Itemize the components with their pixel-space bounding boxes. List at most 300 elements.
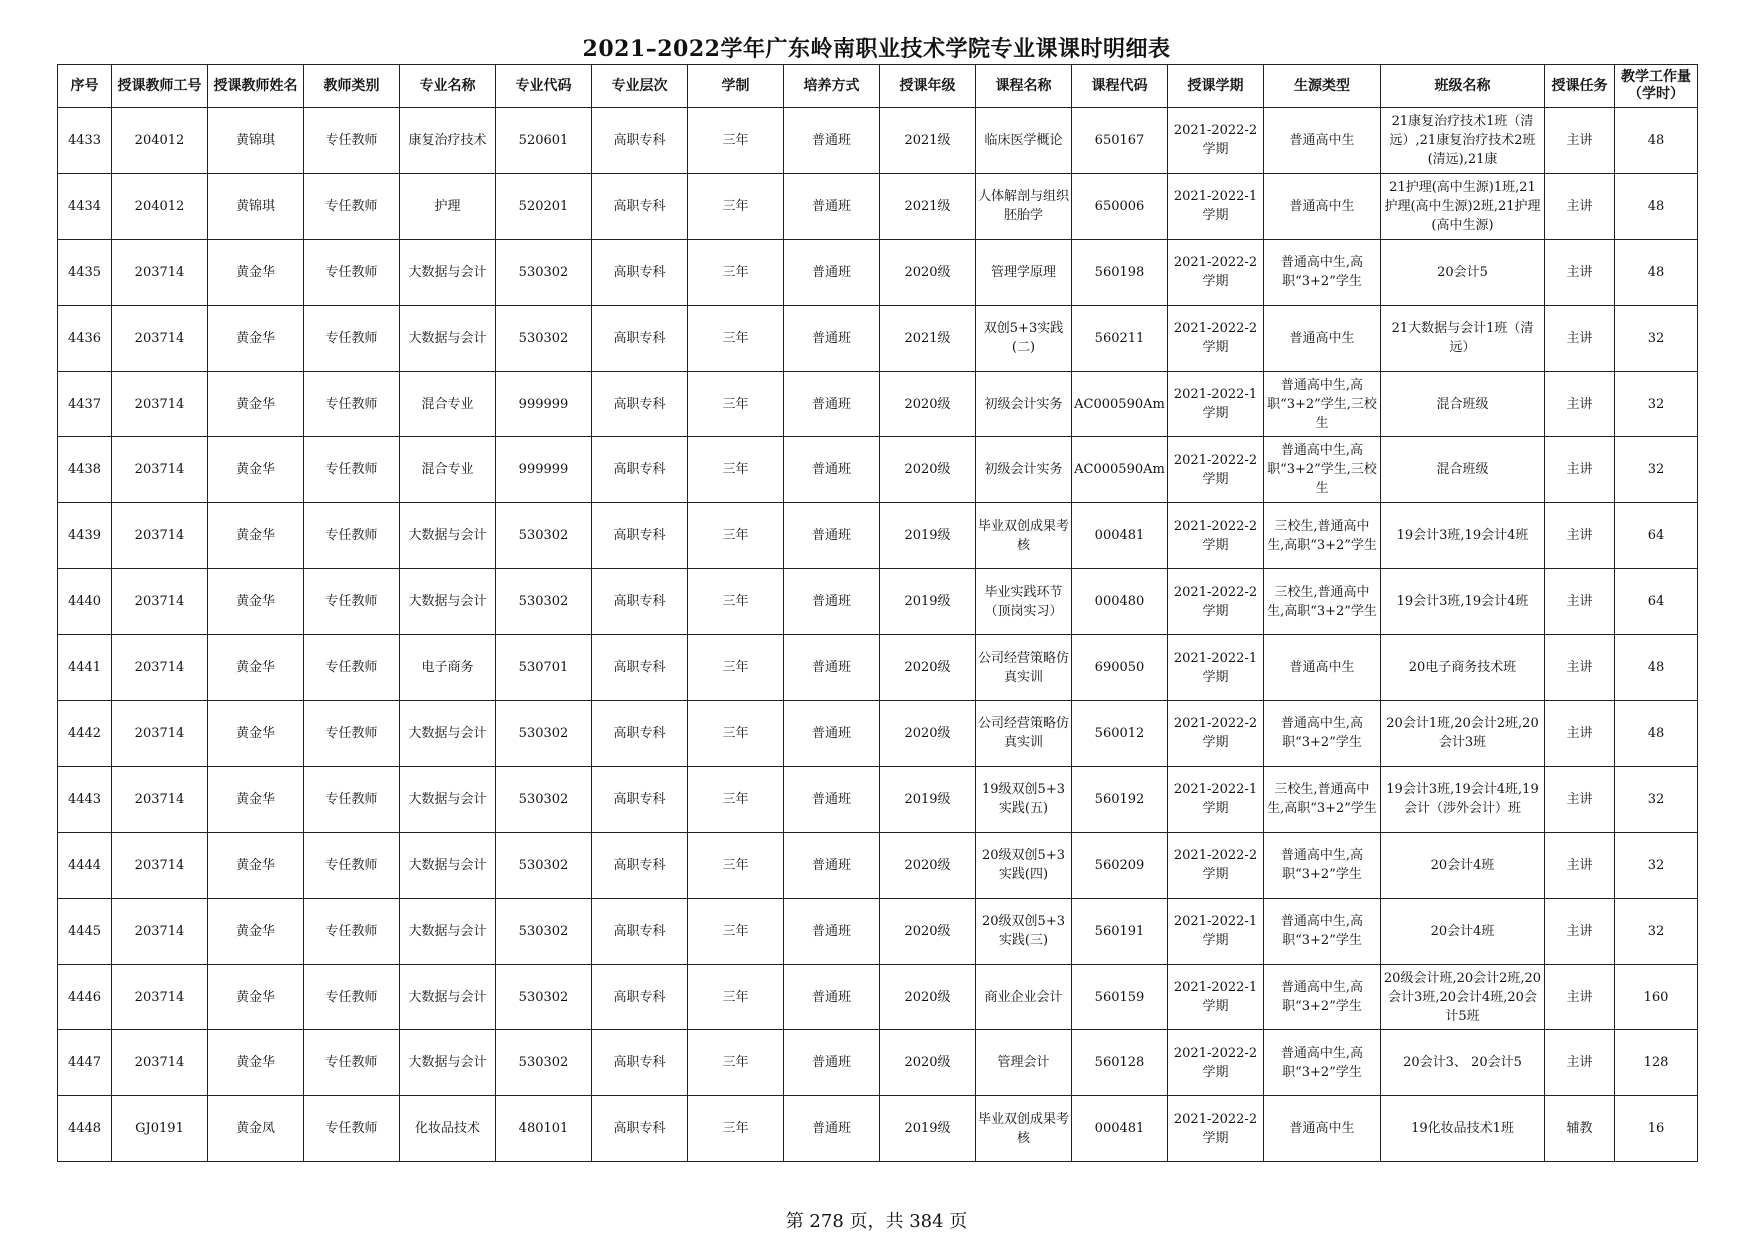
cell-text: 4448 xyxy=(67,1121,102,1137)
cell-text: 4437 xyxy=(67,396,102,412)
table-cell xyxy=(400,964,496,1030)
cell-text: 高职专科 xyxy=(613,594,666,610)
cell-text: 520201 xyxy=(518,198,569,214)
cell-text: 560198 xyxy=(1094,264,1145,280)
table-cell xyxy=(688,305,784,371)
cell-text: 专任教师 xyxy=(325,857,378,873)
table-cell xyxy=(112,305,208,371)
table-row xyxy=(58,832,1698,898)
table-cell xyxy=(1545,832,1615,898)
cell-text: 高职专科 xyxy=(613,198,666,214)
cell-text: 203714 xyxy=(134,264,185,280)
cell-text: 204012 xyxy=(134,132,185,148)
table-cell xyxy=(880,964,976,1030)
table-cell xyxy=(976,503,1072,569)
cell-text: 普通班 xyxy=(811,264,851,280)
table-cell xyxy=(592,1096,688,1162)
table-cell xyxy=(304,569,400,635)
table-row xyxy=(58,437,1698,503)
cell-text: 520601 xyxy=(518,132,569,148)
table-cell xyxy=(208,503,304,569)
cell-text: 三年 xyxy=(722,791,749,807)
cell-text: 三年 xyxy=(722,198,749,214)
table-cell xyxy=(1381,305,1545,371)
table-cell xyxy=(112,701,208,767)
cell-text: 48 xyxy=(1647,660,1665,676)
column-header: 课程名称 xyxy=(976,65,1072,108)
table-cell xyxy=(208,898,304,964)
cell-text: 毕业双创成果考核 xyxy=(978,1111,1069,1146)
cell-text: 公司经营策略仿真实训 xyxy=(978,716,1069,751)
table-cell xyxy=(58,437,112,503)
cell-text: 203714 xyxy=(134,330,185,346)
table-cell xyxy=(592,766,688,832)
table-cell xyxy=(592,173,688,239)
cell-text: 2021-2022-1学期 xyxy=(1173,650,1258,685)
cell-text: 主讲 xyxy=(1566,330,1593,346)
cell-text: 650167 xyxy=(1094,132,1145,148)
cell-text: 530302 xyxy=(518,725,569,741)
table-cell xyxy=(880,832,976,898)
table-cell xyxy=(880,701,976,767)
cell-text: 4447 xyxy=(67,1055,102,1071)
table-cell xyxy=(58,371,112,437)
cell-text: 普通高中生,高职“3+2”学生 xyxy=(1280,980,1364,1015)
column-header: 课程代码 xyxy=(1072,65,1168,108)
table-cell xyxy=(1264,305,1381,371)
cell-text: 32 xyxy=(1647,857,1665,873)
cell-text: 4434 xyxy=(67,198,102,214)
table-cell xyxy=(976,898,1072,964)
table-cell xyxy=(976,305,1072,371)
table-cell xyxy=(496,701,592,767)
cell-text: 2021级 xyxy=(904,198,951,214)
cell-text: 大数据与会计 xyxy=(408,725,487,741)
table-body xyxy=(58,108,1698,1162)
table-cell xyxy=(400,173,496,239)
table-cell xyxy=(1264,635,1381,701)
table-cell xyxy=(1264,503,1381,569)
cell-text: 黄金华 xyxy=(235,330,275,346)
table-cell xyxy=(976,239,1072,305)
table-cell xyxy=(1615,503,1698,569)
table-cell xyxy=(400,898,496,964)
table-cell xyxy=(304,239,400,305)
table-cell xyxy=(208,1030,304,1096)
cell-text: 16 xyxy=(1647,1121,1665,1137)
table-cell xyxy=(880,108,976,174)
column-header: 授课年级 xyxy=(880,65,976,108)
cell-text: 高职专科 xyxy=(613,330,666,346)
cell-text: 高职专科 xyxy=(613,660,666,676)
cell-text: 203714 xyxy=(134,462,185,478)
table-cell xyxy=(208,766,304,832)
cell-text: 主讲 xyxy=(1566,594,1593,610)
table-cell xyxy=(1545,239,1615,305)
cell-text: 普通班 xyxy=(811,725,851,741)
cell-text: 商业企业会计 xyxy=(984,989,1063,1005)
cell-text: 000480 xyxy=(1094,594,1145,610)
table-cell xyxy=(1072,239,1168,305)
cell-text: 高职专科 xyxy=(613,462,666,478)
cell-text: 2021-2022-2学期 xyxy=(1173,452,1258,487)
table-cell xyxy=(592,635,688,701)
cell-text: 4439 xyxy=(67,528,102,544)
cell-text: 主讲 xyxy=(1566,264,1593,280)
cell-text: 高职专科 xyxy=(613,1055,666,1071)
table-cell xyxy=(688,964,784,1030)
cell-text: 560128 xyxy=(1094,1055,1145,1071)
table-row xyxy=(58,108,1698,174)
table-cell xyxy=(880,569,976,635)
cell-text: 黄金华 xyxy=(235,528,275,544)
table-cell xyxy=(592,569,688,635)
table-cell xyxy=(1168,239,1264,305)
cell-text: 主讲 xyxy=(1566,528,1593,544)
table-cell xyxy=(1072,569,1168,635)
cell-text: 专任教师 xyxy=(325,264,378,280)
cell-text: 三年 xyxy=(722,1055,749,1071)
table-cell xyxy=(1615,701,1698,767)
table-cell xyxy=(1264,701,1381,767)
cell-text: 普通高中生 xyxy=(1289,132,1355,148)
table-cell xyxy=(400,635,496,701)
cell-text: 高职专科 xyxy=(613,989,666,1005)
table-cell xyxy=(1615,108,1698,174)
table-cell xyxy=(58,173,112,239)
table-cell xyxy=(1545,964,1615,1030)
table-cell xyxy=(880,437,976,503)
cell-text: 650006 xyxy=(1094,198,1145,214)
table-cell xyxy=(208,832,304,898)
table-cell xyxy=(1168,503,1264,569)
cell-text: 黄金华 xyxy=(235,594,275,610)
cell-text: 2021-2022-2学期 xyxy=(1173,518,1258,553)
cell-text: 化妆品技术 xyxy=(414,1121,480,1137)
cell-text: 专任教师 xyxy=(325,725,378,741)
table-cell xyxy=(1615,371,1698,437)
table-cell xyxy=(58,239,112,305)
table-cell xyxy=(1381,503,1545,569)
table-cell xyxy=(496,832,592,898)
table-cell xyxy=(976,832,1072,898)
table-cell xyxy=(688,173,784,239)
table-row xyxy=(58,1030,1698,1096)
table-row xyxy=(58,503,1698,569)
table-cell xyxy=(112,898,208,964)
cell-text: 普通班 xyxy=(811,396,851,412)
table-cell xyxy=(784,503,880,569)
table-cell xyxy=(496,305,592,371)
table-row xyxy=(58,898,1698,964)
column-header: 专业代码 xyxy=(496,65,592,108)
cell-text: 大数据与会计 xyxy=(408,923,487,939)
cell-text: 2019级 xyxy=(904,594,951,610)
cell-text: 专任教师 xyxy=(325,989,378,1005)
cell-text: 2020级 xyxy=(904,462,951,478)
cell-text: 560191 xyxy=(1094,923,1145,939)
table-cell xyxy=(1615,437,1698,503)
table-cell xyxy=(400,1030,496,1096)
table-cell xyxy=(304,1096,400,1162)
cell-text: 普通班 xyxy=(811,989,851,1005)
table-cell xyxy=(976,964,1072,1030)
cell-text: 690050 xyxy=(1094,660,1145,676)
table-cell xyxy=(1545,173,1615,239)
cell-text: 2020级 xyxy=(904,660,951,676)
cell-text: 专任教师 xyxy=(325,330,378,346)
cell-text: 4433 xyxy=(67,132,102,148)
table-cell xyxy=(1615,635,1698,701)
cell-text: 黄金华 xyxy=(235,923,275,939)
table-cell xyxy=(208,437,304,503)
table-cell xyxy=(1381,701,1545,767)
cell-text: 48 xyxy=(1647,198,1665,214)
cell-text: 混合班级 xyxy=(1436,462,1489,478)
cell-text: 19会计3班,19会计4班 xyxy=(1396,528,1529,544)
table-cell xyxy=(1545,371,1615,437)
table-cell xyxy=(1545,635,1615,701)
cell-text: 普通班 xyxy=(811,1055,851,1071)
table-cell xyxy=(58,635,112,701)
cell-text: 530302 xyxy=(518,594,569,610)
cell-text: 专任教师 xyxy=(325,660,378,676)
cell-text: 普通班 xyxy=(811,132,851,148)
table-cell xyxy=(304,437,400,503)
cell-text: 20会计4班 xyxy=(1430,923,1495,939)
table-cell xyxy=(1381,635,1545,701)
cell-text: 大数据与会计 xyxy=(408,330,487,346)
cell-text: 主讲 xyxy=(1566,857,1593,873)
table-cell xyxy=(976,701,1072,767)
table-cell xyxy=(400,701,496,767)
cell-text: 2021-2022-2学期 xyxy=(1173,255,1258,290)
table-cell xyxy=(400,239,496,305)
table-cell xyxy=(1545,305,1615,371)
table-cell xyxy=(976,766,1072,832)
table-cell xyxy=(1545,569,1615,635)
table-cell xyxy=(400,305,496,371)
cell-text: 三年 xyxy=(722,725,749,741)
cell-text: 203714 xyxy=(134,923,185,939)
table-cell xyxy=(784,371,880,437)
cell-text: 2021-2022-1学期 xyxy=(1173,189,1258,224)
cell-text: 203714 xyxy=(134,528,185,544)
table-cell xyxy=(304,108,400,174)
cell-text: 530302 xyxy=(518,923,569,939)
cell-text: 64 xyxy=(1647,594,1665,610)
cell-text: 三校生,普通高中生,高职“3+2”学生 xyxy=(1267,584,1377,619)
cell-text: 黄金华 xyxy=(235,462,275,478)
cell-text: AC000590Am xyxy=(1074,462,1165,478)
cell-text: 大数据与会计 xyxy=(408,857,487,873)
table-cell xyxy=(880,1030,976,1096)
table-row xyxy=(58,766,1698,832)
table-cell xyxy=(688,1030,784,1096)
table-cell xyxy=(208,964,304,1030)
table-cell xyxy=(1168,569,1264,635)
cell-text: 三年 xyxy=(722,330,749,346)
column-header: 教学工作量（学时） xyxy=(1615,65,1698,108)
table-cell xyxy=(58,1096,112,1162)
column-header: 序号 xyxy=(58,65,112,108)
table-cell xyxy=(1615,1096,1698,1162)
cell-text: 20会计3、 20会计5 xyxy=(1403,1055,1522,1071)
table-cell xyxy=(496,108,592,174)
cell-text: 560192 xyxy=(1094,791,1145,807)
table-cell xyxy=(400,437,496,503)
table-cell xyxy=(400,832,496,898)
table-cell xyxy=(1072,173,1168,239)
table-cell xyxy=(304,701,400,767)
cell-text: 高职专科 xyxy=(613,396,666,412)
table-cell xyxy=(496,898,592,964)
table-cell xyxy=(784,437,880,503)
cell-text: 高职专科 xyxy=(613,923,666,939)
cell-text: 初级会计实务 xyxy=(984,396,1063,412)
table-cell xyxy=(688,701,784,767)
table-row xyxy=(58,701,1698,767)
cell-text: 三年 xyxy=(722,396,749,412)
cell-text: 普通班 xyxy=(811,857,851,873)
table-cell xyxy=(592,964,688,1030)
table-cell xyxy=(1072,964,1168,1030)
table-cell xyxy=(496,437,592,503)
table-cell xyxy=(1545,1096,1615,1162)
cell-text: 主讲 xyxy=(1566,396,1593,412)
table-cell xyxy=(592,503,688,569)
table-cell xyxy=(1264,832,1381,898)
cell-text: 专任教师 xyxy=(325,462,378,478)
cell-text: 三年 xyxy=(722,462,749,478)
table-cell xyxy=(304,173,400,239)
table-cell xyxy=(496,964,592,1030)
table-cell xyxy=(304,305,400,371)
cell-text: 高职专科 xyxy=(613,1121,666,1137)
cell-text: 560012 xyxy=(1094,725,1145,741)
table-row xyxy=(58,305,1698,371)
table-cell xyxy=(1381,108,1545,174)
table-cell xyxy=(784,305,880,371)
table-cell xyxy=(592,108,688,174)
table-cell xyxy=(1168,701,1264,767)
cell-text: 毕业实践环节（顶岗实习） xyxy=(984,584,1063,619)
table-cell xyxy=(592,898,688,964)
table-cell xyxy=(1381,371,1545,437)
table-cell xyxy=(1072,108,1168,174)
cell-text: 主讲 xyxy=(1566,791,1593,807)
table-cell xyxy=(496,503,592,569)
table-cell xyxy=(688,1096,784,1162)
table-cell xyxy=(592,305,688,371)
table-cell xyxy=(1381,1096,1545,1162)
page-number: 第 278 页，共 384 页 xyxy=(785,1211,968,1232)
table-cell xyxy=(1072,898,1168,964)
cell-text: 64 xyxy=(1647,528,1665,544)
table-cell xyxy=(400,569,496,635)
cell-text: 主讲 xyxy=(1566,923,1593,939)
cell-text: 20电子商务技术班 xyxy=(1408,660,1517,676)
cell-text: 黄金凤 xyxy=(235,1121,275,1137)
column-header: 专业层次 xyxy=(592,65,688,108)
cell-text: 999999 xyxy=(518,396,569,412)
cell-text: 普通高中生 xyxy=(1289,1121,1355,1137)
cell-text: 32 xyxy=(1647,923,1665,939)
cell-text: 高职专科 xyxy=(613,264,666,280)
table-cell xyxy=(1264,173,1381,239)
table-cell xyxy=(1545,108,1615,174)
cell-text: 000481 xyxy=(1094,528,1145,544)
cell-text: 三年 xyxy=(722,264,749,280)
cell-text: 530302 xyxy=(518,989,569,1005)
cell-text: 2021-2022-2学期 xyxy=(1173,716,1258,751)
table-cell xyxy=(1264,437,1381,503)
cell-text: 大数据与会计 xyxy=(408,264,487,280)
cell-text: 辅教 xyxy=(1566,1121,1593,1137)
cell-text: 临床医学概论 xyxy=(984,132,1063,148)
table-cell xyxy=(58,832,112,898)
table-cell xyxy=(1545,766,1615,832)
cell-text: 203714 xyxy=(134,725,185,741)
table-cell xyxy=(58,701,112,767)
cell-text: 2020级 xyxy=(904,725,951,741)
table-cell xyxy=(112,766,208,832)
table-cell xyxy=(1545,701,1615,767)
course-hours-table xyxy=(57,64,1698,1162)
cell-text: 电子商务 xyxy=(421,660,474,676)
table-cell xyxy=(496,1030,592,1096)
cell-text: 黄金华 xyxy=(235,725,275,741)
table-cell xyxy=(880,503,976,569)
cell-text: 普通班 xyxy=(811,462,851,478)
cell-text: GJ0191 xyxy=(135,1121,184,1137)
cell-text: 2020级 xyxy=(904,264,951,280)
cell-text: 20会计1班,20会计2班,20会计3班 xyxy=(1386,716,1539,751)
table-cell xyxy=(1072,503,1168,569)
cell-text: 530302 xyxy=(518,791,569,807)
cell-text: 普通班 xyxy=(811,594,851,610)
column-header: 专业名称 xyxy=(400,65,496,108)
table-cell xyxy=(112,569,208,635)
cell-text: 20级双创5+3实践(三) xyxy=(982,914,1065,949)
column-header: 班级名称 xyxy=(1381,65,1545,108)
cell-text: 530302 xyxy=(518,528,569,544)
table-cell xyxy=(784,635,880,701)
cell-text: 大数据与会计 xyxy=(408,791,487,807)
cell-text: 48 xyxy=(1647,264,1665,280)
table-cell xyxy=(400,503,496,569)
cell-text: 普通班 xyxy=(811,791,851,807)
table-cell xyxy=(304,635,400,701)
table-cell xyxy=(592,1030,688,1096)
cell-text: 21大数据与会计1班（清远） xyxy=(1391,321,1534,356)
cell-text: 4441 xyxy=(67,660,102,676)
cell-text: 203714 xyxy=(134,660,185,676)
table-cell xyxy=(784,832,880,898)
cell-text: 三校生,普通高中生,高职“3+2”学生 xyxy=(1267,782,1377,817)
table-cell xyxy=(1615,173,1698,239)
table-cell xyxy=(784,108,880,174)
cell-text: 主讲 xyxy=(1566,660,1593,676)
table-cell xyxy=(112,832,208,898)
table-cell xyxy=(400,766,496,832)
table-cell xyxy=(304,832,400,898)
cell-text: 专任教师 xyxy=(325,396,378,412)
table-cell xyxy=(1615,305,1698,371)
table-cell xyxy=(496,569,592,635)
table-cell xyxy=(880,635,976,701)
table-cell xyxy=(58,569,112,635)
